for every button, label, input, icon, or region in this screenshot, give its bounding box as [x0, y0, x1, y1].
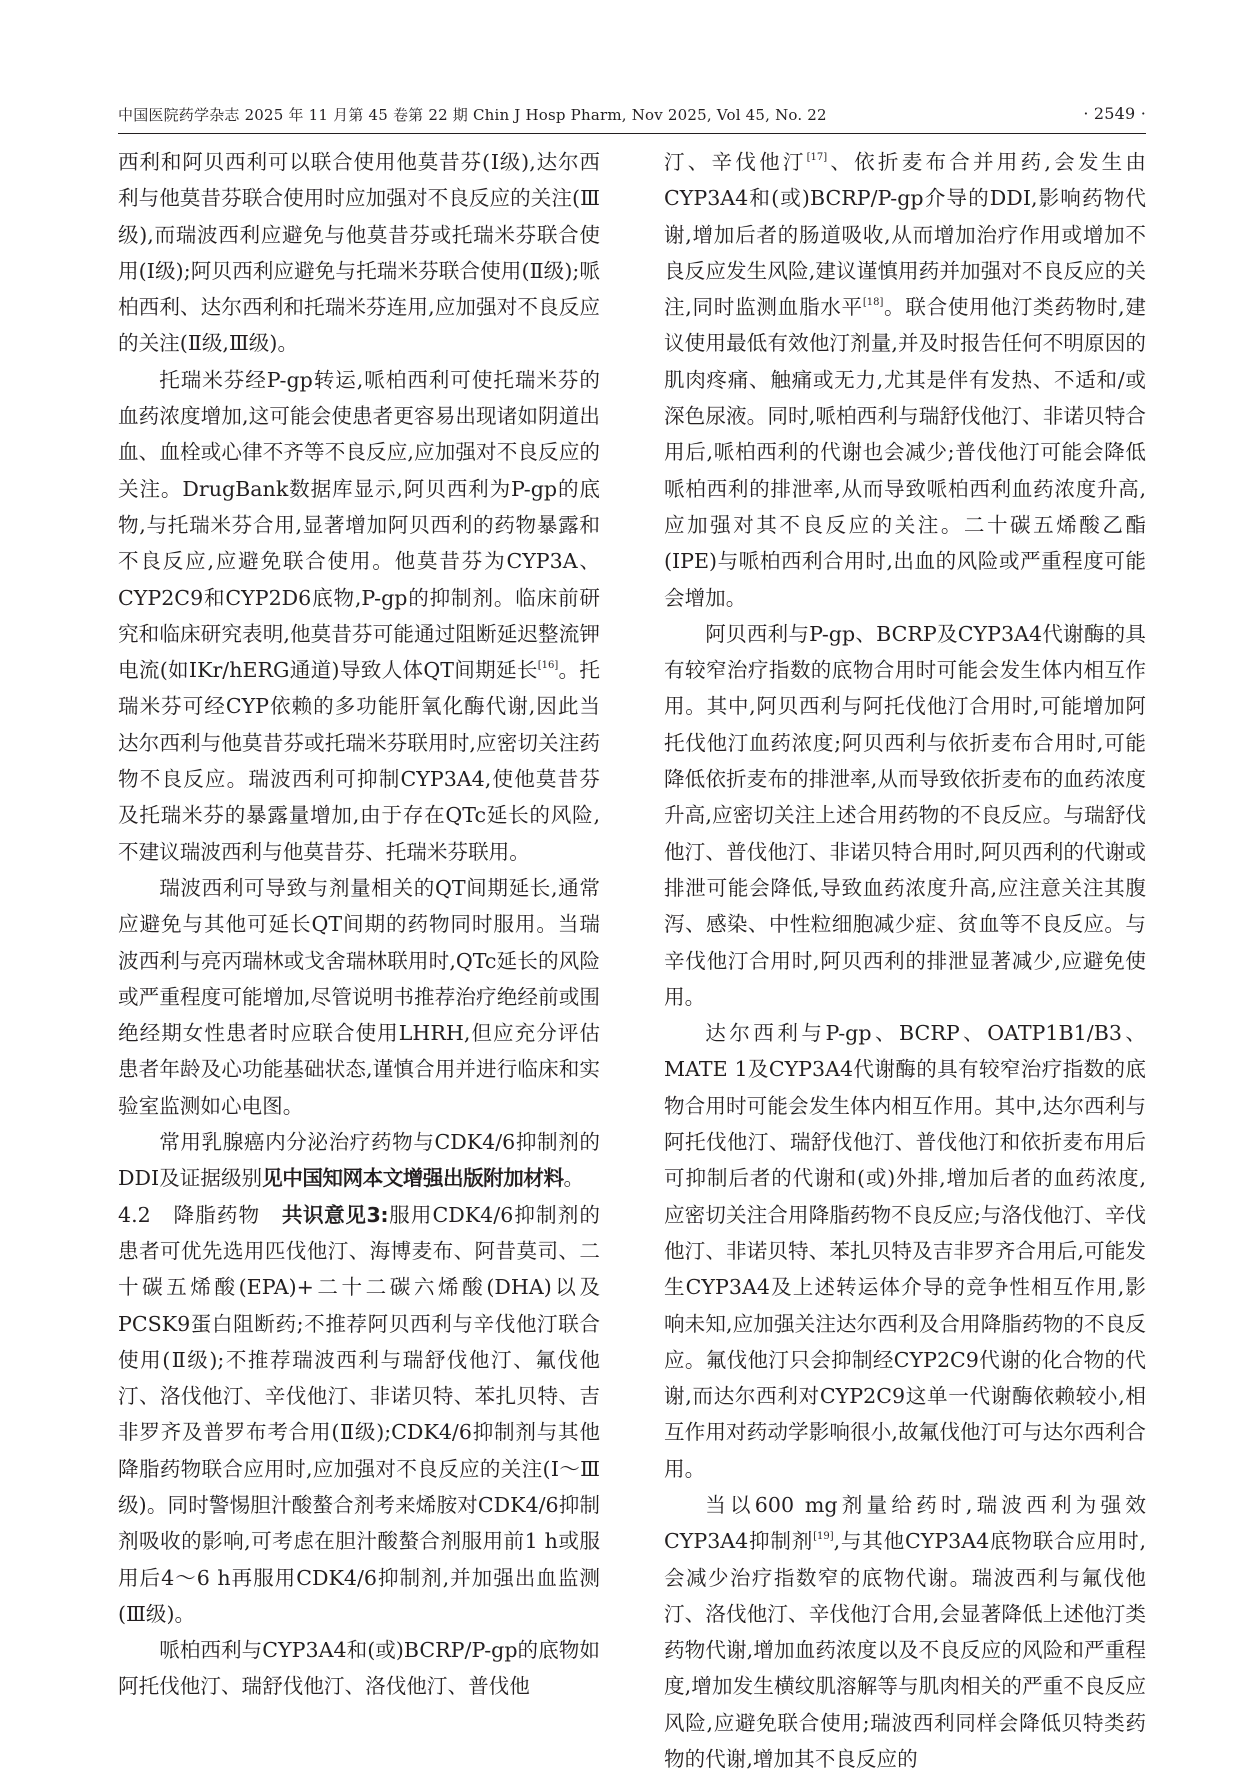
paragraph	[664, 144, 1146, 616]
paragraph: 阿贝西利与P-gp、BCRP及CYP3A4代谢酶的具有较窄治疗指数的底物合用时可能会发生体内相互作用。其中,阿贝西利与阿托伐他汀合用时,可能增加阿托伐他汀血药浓度;阿贝西利与依折麦布合用时,可能降低依折麦布的排泄率,从而导致依折麦布的血药浓度升高,应密切关注上述合用药物的不良反应。与瑞舒伐他汀、普伐他汀、非诺贝特合用时,阿贝西利的代谢或排泄可能会降低,导致血药浓度升高,应注意关注其腹泻、感染、中性粒细胞减少症、贫血等不良反应。与辛伐他汀合用时,阿贝西利的排泄显著减少,应避免使用。	[664, 621, 1146, 1009]
running-header	[118, 104, 1146, 130]
paragraph-text: 。	[563, 1166, 585, 1191]
citation-ref[interactable]: [19]	[813, 1531, 834, 1543]
paragraph: 瑞波西利可导致与剂量相关的QT间期延长,通常应避免与其他可延长QT间期的药物同时服用。当瑞波西利与亮丙瑞林或戈舍瑞林联用时,QTc延长的风险或严重程度可能增加,尽管说明书推荐治疗绝经前或围绝经期女性患者时应联合使用LHRH,但应充分评估患者年龄及心功能基础状态,谨慎合用并进行临床和实验室监测如心电图。	[118, 875, 600, 1118]
paragraph-text: 。联合使用他汀类药物时,建议使用最低有效他汀剂量,并及时报告任何不明原因的肌肉疼痛、触痛或无力,尤其是伴有发热、不适和/或深色尿液。同时,哌柏西利与瑞舒伐他汀、非诺贝特合用后,哌柏西利的代谢也会减少;普伐他汀可能会降低哌柏西利的排泄率,从而导致哌柏西利血药浓度升高,应加强对其不良反应的关注。二十碳五烯酸乙酯(IPE)与哌柏西利合用时,出血的风险或严重程度可能会增加。	[664, 295, 1147, 610]
paragraph: 西利和阿贝西利可以联合使用他莫昔芬(Ⅰ级),达尔西利与他莫昔芬联合使用时应加强对不良反应的关注(Ⅲ级),而瑞波西利应避免与他莫昔芬或托瑞米芬联合使用(Ⅰ级);阿贝西利应避免与托瑞米芬联合使用(Ⅱ级);哌柏西利、达尔西利和托瑞米芬连用,应加强对不良反应的关注(Ⅱ级,Ⅲ级)。	[118, 150, 600, 356]
paragraph: 达尔西利与P-gp、BCRP、OATP1B1/B3、MATE 1及CYP3A4代谢酶的具有较窄治疗指数的底物合用时可能会发生体内相互作用。其中,达尔西利与阿托伐他汀、瑞舒伐他汀、普伐他汀和依折麦布用后可抑制后者的代谢和(或)外排,增加后者的血药浓度,应密切关注合用降脂药物不良反应;与洛伐他汀、辛伐他汀、非诺贝特、苯扎贝特及吉非罗齐合用后,可能发生CYP3A4及上述转运体介导的竞争性相互作用,影响未知,应加强关注达尔西利及合用降脂药物的不良反应。氟伐他汀只会抑制经CYP2C9代谢的化合物的代谢,而达尔西利对CYP2C9这单一代谢酶依赖较小,相互作用对药动学影响很小,故氟伐他汀可与达尔西利合用。	[664, 1021, 1146, 1481]
paragraph	[118, 362, 600, 870]
paragraph	[118, 1124, 600, 1197]
paragraph-text: 服用CDK4/6抑制剂的患者可优先选用匹伐他汀、海博麦布、阿昔莫司、二十碳五烯酸(EPA)+二十二碳六烯酸(DHA)以及PCSK9蛋白阻断药;不推荐阿贝西利与辛伐他汀联合使用(Ⅱ级);不推荐瑞波西利与瑞舒伐他汀、氟伐他汀、洛伐他汀、辛伐他汀、非诺贝特、苯扎贝特、吉非罗齐及普罗布考合用(Ⅱ级);CDK4/6抑制剂与其他降脂药物联合应用时,应加强对不良反应的关注(Ⅰ～Ⅲ级)。同时警惕胆汁酸螯合剂考来烯胺对CDK4/6抑制剂吸收的影响,可考虑在胆汁酸螯合剂服用前1 h或服用后4～6 h再服用CDK4/6抑制剂,并加强出血监测(Ⅲ级)。	[118, 1202, 600, 1626]
paragraph-text: 常用乳腺癌内分泌治疗药物与CDK4/6抑制剂的DDI及证据级别	[118, 1130, 600, 1191]
citation-ref[interactable]: [16]	[537, 660, 559, 672]
citation-ref[interactable]: [18]	[862, 297, 884, 309]
section-heading: 4.2 降脂药物	[118, 1202, 282, 1227]
header-rule	[118, 133, 1146, 134]
paragraph-text: ,与其他CYP3A4底物联合应用时,会减少治疗指数窄的底物代谢。瑞波西利与氟伐他汀、洛伐他汀、辛伐他汀合用,会显著降低上述他汀类药物代谢,增加血药浓度以及不良反应的风险和严重程度,增加发生横纹肌溶解等与肌肉相关的严重不良反应风险,应避免联合使用;瑞波西利同样会降低贝特类药物的代谢,增加其不良反应的	[664, 1529, 1146, 1772]
paragraph-text: 。托瑞米芬可经CYP依赖的多功能肝氧化酶代谢,因此当达尔西利与他莫昔芬或托瑞米芬联用时,应密切关注药物不良反应。瑞波西利可抑制CYP3A4,使他莫昔芬及托瑞米芬的暴露量增加,由于存在QTc延长的风险,不建议瑞波西利与他莫昔芬、托瑞米芬联用。	[118, 658, 600, 864]
consensus-label: 共识意见3:	[281, 1202, 389, 1227]
paragraph-text: 汀、辛伐他汀	[664, 150, 807, 174]
left-column	[118, 144, 600, 1705]
paragraph-text: 当以600 mg剂量给药时,瑞波西利为强效CYP3A4抑制剂	[664, 1492, 1146, 1554]
supplement-note: 见中国知网本文增强出版附加材料	[262, 1166, 564, 1191]
paragraph-text: 、依折麦布合并用药,会发生由CYP3A4和(或)BCRP/P-gp介导的DDI,影响药物代谢,增加后者的肠道吸收,从而增加治疗作用或增加不良反应发生风险,建议谨慎用药并加强对不良反应的关注,同时监测血脂水平	[664, 150, 1146, 320]
right-column	[664, 144, 1146, 1777]
paragraph-text: 托瑞米芬经P-gp转运,哌柏西利可使托瑞米芬的血药浓度增加,这可能会使患者更容易出现诸如阴道出血、血栓或心律不齐等不良反应,应加强对不良反应的关注。DrugBank数据库显示,阿贝西利为P-gp的底物,与托瑞米芬合用,显著增加阿贝西利的药物暴露和不良反应,应避免联合使用。他莫昔芬为CYP3A、CYP2C9和CYP2D6底物,P-gp的抑制剂。临床前研究和临床研究表明,他莫昔芬可能通过阻断延迟整流钾电流(如IKr/hERG通道)导致人体QT间期延长	[118, 367, 600, 683]
page-number: · 2549 ·	[1083, 104, 1146, 123]
paragraph	[664, 1487, 1146, 1777]
paragraph: 哌柏西利与CYP3A4和(或)BCRP/P-gp的底物如阿托伐他汀、瑞舒伐他汀、洛伐他汀、普伐他	[118, 1638, 600, 1699]
journal-citation: 中国医院药学杂志 2025 年 11 月第 45 卷第 22 期 Chin J Hosp Pharm, Nov 2025, Vol 45, No. 22	[118, 106, 827, 124]
citation-ref[interactable]: [17]	[806, 152, 828, 163]
section-paragraph	[118, 1197, 600, 1633]
